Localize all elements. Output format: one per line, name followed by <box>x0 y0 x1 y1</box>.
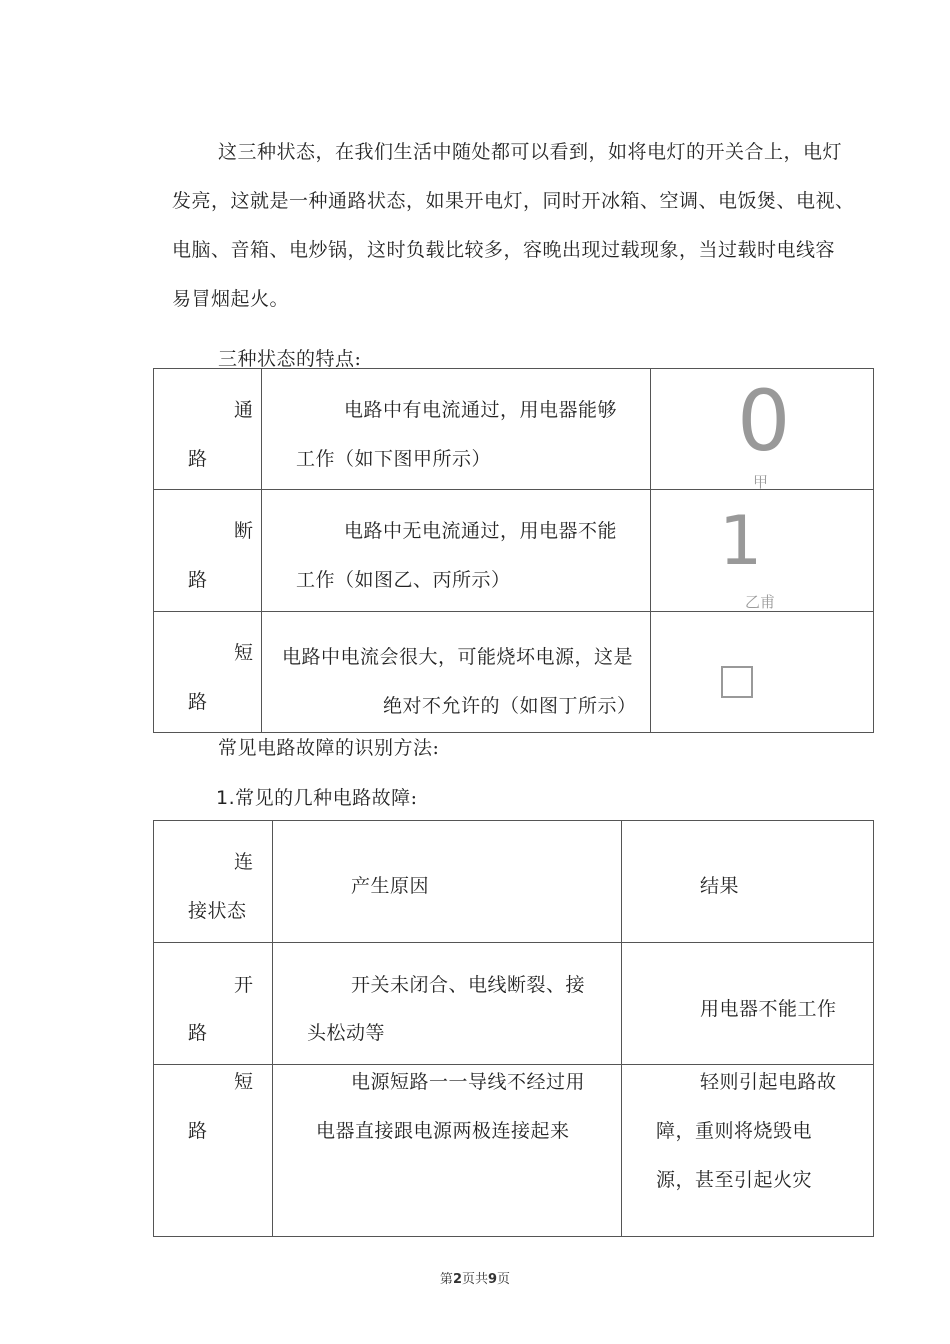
intro-line-1: 这三种状态，在我们生活中随处都可以看到，如将电灯的开关合上，电灯 <box>218 141 843 163</box>
state-name-char: 路 <box>188 448 208 470</box>
figure-jia-icon: 0 <box>737 372 791 470</box>
fault-cause-cell <box>273 943 622 1065</box>
fault-state-cell <box>154 943 273 1065</box>
fault-state-cell <box>154 1065 273 1237</box>
state-figure-cell <box>651 369 874 490</box>
figure-label: 乙甫 <box>745 593 776 611</box>
intro-line-2: 发亮，这就是一种通路状态，如果开电灯，同时开冰箱、空调、电饭煲、电视、 <box>172 190 855 212</box>
header-result-cell <box>622 821 874 943</box>
intro-paragraph <box>172 128 872 324</box>
figure-label: 甲 <box>753 473 769 491</box>
state-figure-cell <box>651 490 874 612</box>
fault-cause-line: 头松动等 <box>307 1022 386 1044</box>
footer-text: 页共 <box>461 1272 488 1287</box>
table-header-row <box>154 821 874 943</box>
footer-total-pages: 9 <box>488 1272 498 1287</box>
figure-ding-icon <box>721 666 753 698</box>
fault-result-cell <box>622 943 874 1065</box>
state-name-char: 短 <box>234 642 254 664</box>
state-desc-line: 工作（如图乙、丙所示） <box>296 569 511 591</box>
state-desc-line: 绝对不允许的（如图丁所示） <box>383 695 637 717</box>
header-text: 接状态 <box>188 900 247 922</box>
intro-line-4: 易冒烟起火。 <box>172 288 290 310</box>
header-cause-cell <box>273 821 622 943</box>
state-desc-line: 电路中电流会很大，可能烧坏电源，这是 <box>282 646 634 668</box>
table-row <box>154 490 874 612</box>
state-name-char: 断 <box>234 520 254 542</box>
fault-cause-line: 开关未闭合、电线断裂、接 <box>351 974 586 996</box>
state-desc-line: 电路中有电流通过，用电器能够 <box>344 399 618 421</box>
state-desc-cell <box>262 612 651 733</box>
header-state-cell <box>154 821 273 943</box>
footer-page-number: 2 <box>452 1272 462 1287</box>
fault-cause-line: 电源短路一一导线不经过用 <box>351 1071 586 1093</box>
features-heading: 三种状态的特点: <box>218 348 362 370</box>
state-figure-cell <box>651 612 874 733</box>
footer-text: 第 <box>439 1272 453 1287</box>
table-row <box>154 612 874 733</box>
fault-result-line: 源，甚至引起火灾 <box>656 1169 813 1191</box>
fault-result-cell <box>622 1065 874 1237</box>
fault-result-line: 用电器不能工作 <box>700 998 837 1020</box>
state-name-cell <box>154 369 262 490</box>
states-table <box>153 368 874 733</box>
fault-heading: 常见电路故障的识别方法: <box>218 737 440 759</box>
fault-cause-cell <box>273 1065 622 1237</box>
fault-state-char: 开 <box>234 974 254 996</box>
state-desc-line: 工作（如下图甲所示） <box>296 448 492 470</box>
intro-line-3: 电脑、音箱、电炒锅，这时负载比较多，容晚出现过载现象，当过载时电线容 <box>172 239 836 261</box>
header-text: 连 <box>234 851 254 873</box>
fault-result-line: 轻则引起电路故 <box>700 1071 837 1093</box>
table-row <box>154 943 874 1065</box>
table-row <box>154 369 874 490</box>
fault-state-char: 路 <box>188 1022 208 1044</box>
state-name-char: 通 <box>234 399 254 421</box>
state-name-cell <box>154 612 262 733</box>
state-name-char: 路 <box>188 569 208 591</box>
header-text: 结果 <box>700 875 740 897</box>
header-text: 产生原因 <box>351 875 430 897</box>
state-name-cell <box>154 490 262 612</box>
faults-table <box>153 820 874 1237</box>
table-row <box>154 1065 874 1237</box>
footer-text: 页 <box>497 1272 511 1287</box>
state-desc-cell <box>262 369 651 490</box>
state-desc-line: 电路中无电流通过，用电器不能 <box>344 520 618 542</box>
fault-state-char: 路 <box>188 1120 208 1142</box>
state-desc-cell <box>262 490 651 612</box>
fault-cause-line: 电器直接跟电源两极连接起来 <box>316 1120 570 1142</box>
fault-subheading: 1.常见的几种电路故障: <box>216 787 418 809</box>
state-name-char: 路 <box>188 691 208 713</box>
fault-state-char: 短 <box>234 1071 254 1093</box>
figure-yi-icon: 1 <box>719 502 763 581</box>
page-footer <box>0 1268 950 1287</box>
fault-result-line: 障，重则将烧毁电 <box>656 1120 813 1142</box>
